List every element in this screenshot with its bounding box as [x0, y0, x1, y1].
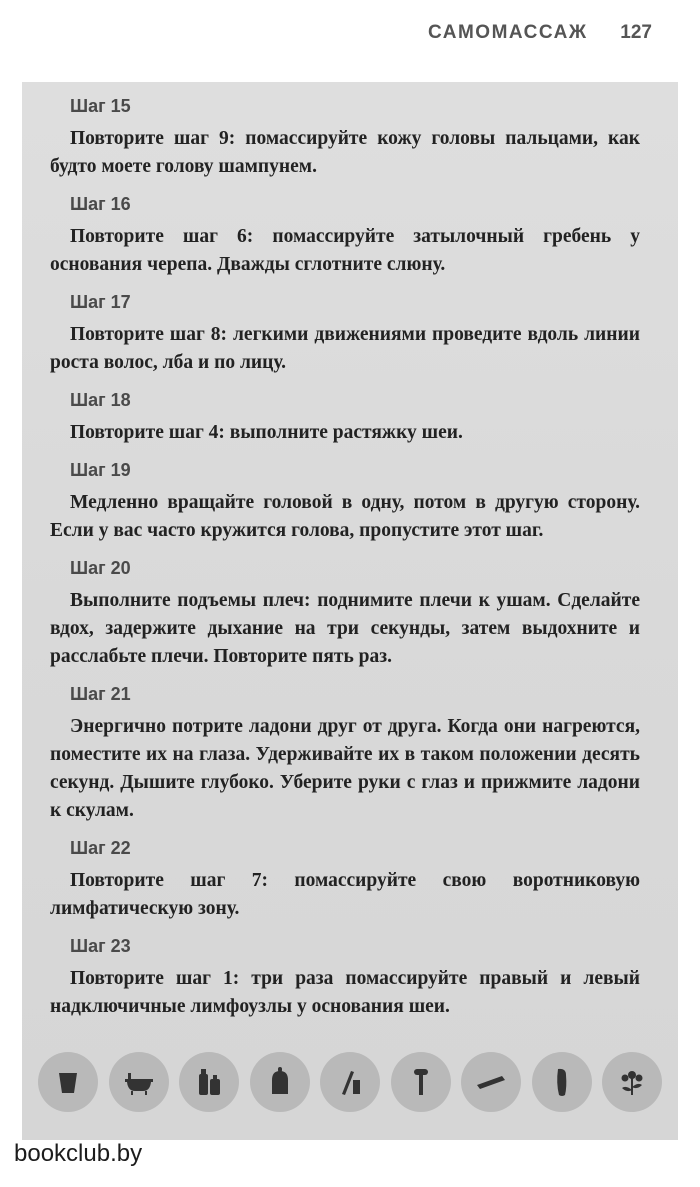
- roller-icon: [391, 1052, 451, 1112]
- step-title: Шаг 17: [70, 292, 131, 312]
- step-15: [50, 96, 640, 181]
- bathtub-icon: [109, 1052, 169, 1112]
- step-text: Повторите шаг 6: помассируйте затылочный гребень у основания черепа. Дважды сглотните слюну.: [50, 226, 640, 275]
- step-text: Энергично потрите ладони друг от друга. Когда они нагреются, поместите их на глаза. Удерживайте их в таком положении десять секунд. Дышите глубоко. Уберите руки с глаз и прижмите ладони к скулам.: [50, 716, 640, 821]
- step-20: [50, 558, 640, 671]
- step-text: Повторите шаг 1: три раза помассируйте правый и левый надключичные лимфоузлы у основания шеи.: [50, 968, 640, 1017]
- step-23: [50, 936, 640, 1021]
- step-title: Шаг 15: [70, 96, 131, 116]
- step-title: Шаг 20: [70, 558, 131, 578]
- page-number: 127: [620, 22, 652, 43]
- step-text: Повторите шаг 4: выполните растяжку шеи.: [70, 422, 463, 443]
- step-title: Шаг 21: [70, 684, 131, 704]
- step-title: Шаг 16: [70, 194, 131, 214]
- steps-list: [50, 96, 640, 1034]
- tools-icon: [320, 1052, 380, 1112]
- icon-strip: [38, 1052, 662, 1122]
- cup-icon: [38, 1052, 98, 1112]
- site-watermark: bookclub.by: [14, 1140, 143, 1167]
- mat-icon: [461, 1052, 521, 1112]
- step-22: [50, 838, 640, 923]
- step-title: Шаг 19: [70, 460, 131, 480]
- step-text: Повторите шаг 8: легкими движениями проведите вдоль линии роста волос, лба и по лицу.: [50, 324, 640, 373]
- step-16: [50, 194, 640, 279]
- step-text: Повторите шаг 9: помассируйте кожу головы пальцами, как будто моете голову шампунем.: [50, 128, 640, 177]
- step-21: [50, 684, 640, 825]
- bell-jar-icon: [250, 1052, 310, 1112]
- foot-icon: [532, 1052, 592, 1112]
- step-text: Медленно вращайте головой в одну, потом в другую сторону. Если у вас часто кружится голова, пропустите этот шаг.: [50, 492, 640, 541]
- step-text: Повторите шаг 7: помассируйте свою воротниковую лимфатическую зону.: [50, 870, 640, 919]
- step-text: Выполните подъемы плеч: поднимите плечи к ушам. Сделайте вдох, задержите дыхание на три секунды, затем выдохните и расслабьте плечи. Повторите пять раз.: [50, 590, 640, 667]
- step-title: Шаг 22: [70, 838, 131, 858]
- running-header: [428, 22, 652, 44]
- step-title: Шаг 18: [70, 390, 131, 410]
- bottles-icon: [179, 1052, 239, 1112]
- step-17: [50, 292, 640, 377]
- step-title: Шаг 23: [70, 936, 131, 956]
- flower-icon: [602, 1052, 662, 1112]
- step-19: [50, 460, 640, 545]
- chapter-title: САМОМАССАЖ: [428, 22, 588, 43]
- step-18: [50, 390, 640, 447]
